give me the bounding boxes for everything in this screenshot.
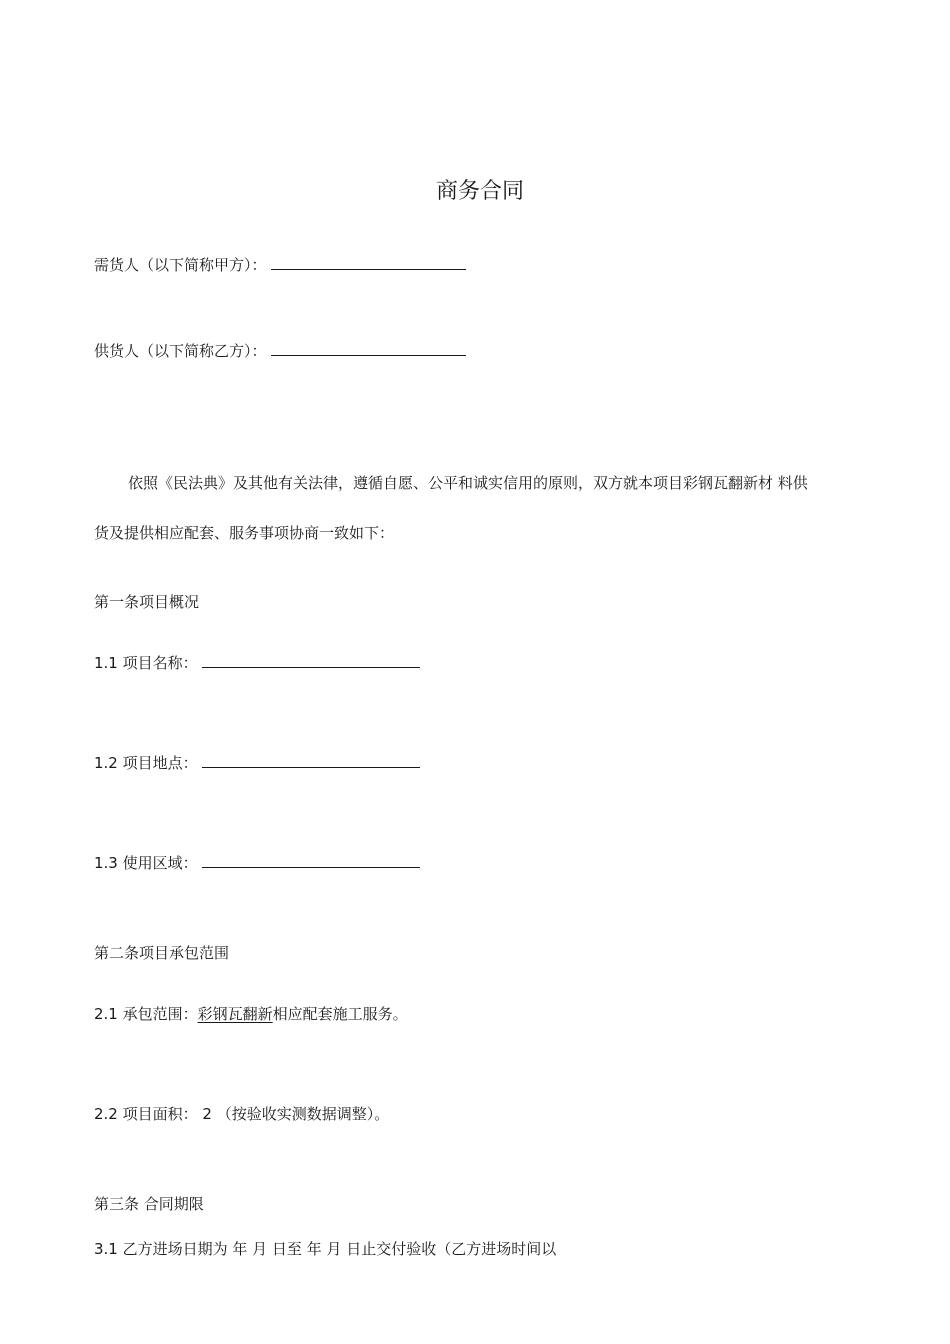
item-1-1-line <box>94 653 420 673</box>
item-2-1-suffix: 相应配套施工服务。 <box>272 1005 408 1023</box>
item-1-3-label: 1.3 使用区域： <box>94 854 198 872</box>
party-a-blank[interactable] <box>271 255 466 270</box>
item-2-2-line: 2.2 项目面积： 2 （按验收实测数据调整）。 <box>94 1105 390 1123</box>
project-name-blank[interactable] <box>202 653 420 668</box>
usage-area-blank[interactable] <box>202 853 420 868</box>
project-location-blank[interactable] <box>202 753 420 768</box>
article-3-heading: 第三条 合同期限 <box>94 1195 204 1213</box>
party-a-line <box>94 255 466 275</box>
item-2-1-prefix: 2.1 承包范围： <box>94 1005 198 1023</box>
item-2-1-underlined-term: 彩钢瓦翻新 <box>197 1005 273 1023</box>
party-b-line <box>94 341 466 361</box>
article-1-heading: 第一条项目概况 <box>94 593 200 611</box>
item-1-2-line <box>94 753 420 773</box>
preamble-line-2: 货及提供相应配套、服务事项协商一致如下： <box>94 524 395 542</box>
item-2-1-line <box>94 1004 408 1024</box>
party-a-label: 需货人（以下简称甲方）： <box>94 256 267 274</box>
item-1-2-label: 1.2 项目地点： <box>94 754 198 772</box>
preamble-line-1: 依照《民法典》及其他有关法律，遵循自愿、公平和诚实信用的原则，双方就本项目彩钢瓦翻新材 料供 <box>128 474 808 492</box>
item-1-3-line <box>94 853 420 873</box>
party-b-blank[interactable] <box>271 341 466 356</box>
document-title: 商务合同 <box>435 179 524 204</box>
item-1-1-label: 1.1 项目名称： <box>94 654 198 672</box>
item-3-1-line: 3.1 乙方进场日期为 年 月 日至 年 月 日止交付验收（乙方进场时间以 <box>94 1240 557 1258</box>
article-2-heading: 第二条项目承包范围 <box>94 944 230 962</box>
party-b-label: 供货人（以下简称乙方）： <box>94 342 267 360</box>
